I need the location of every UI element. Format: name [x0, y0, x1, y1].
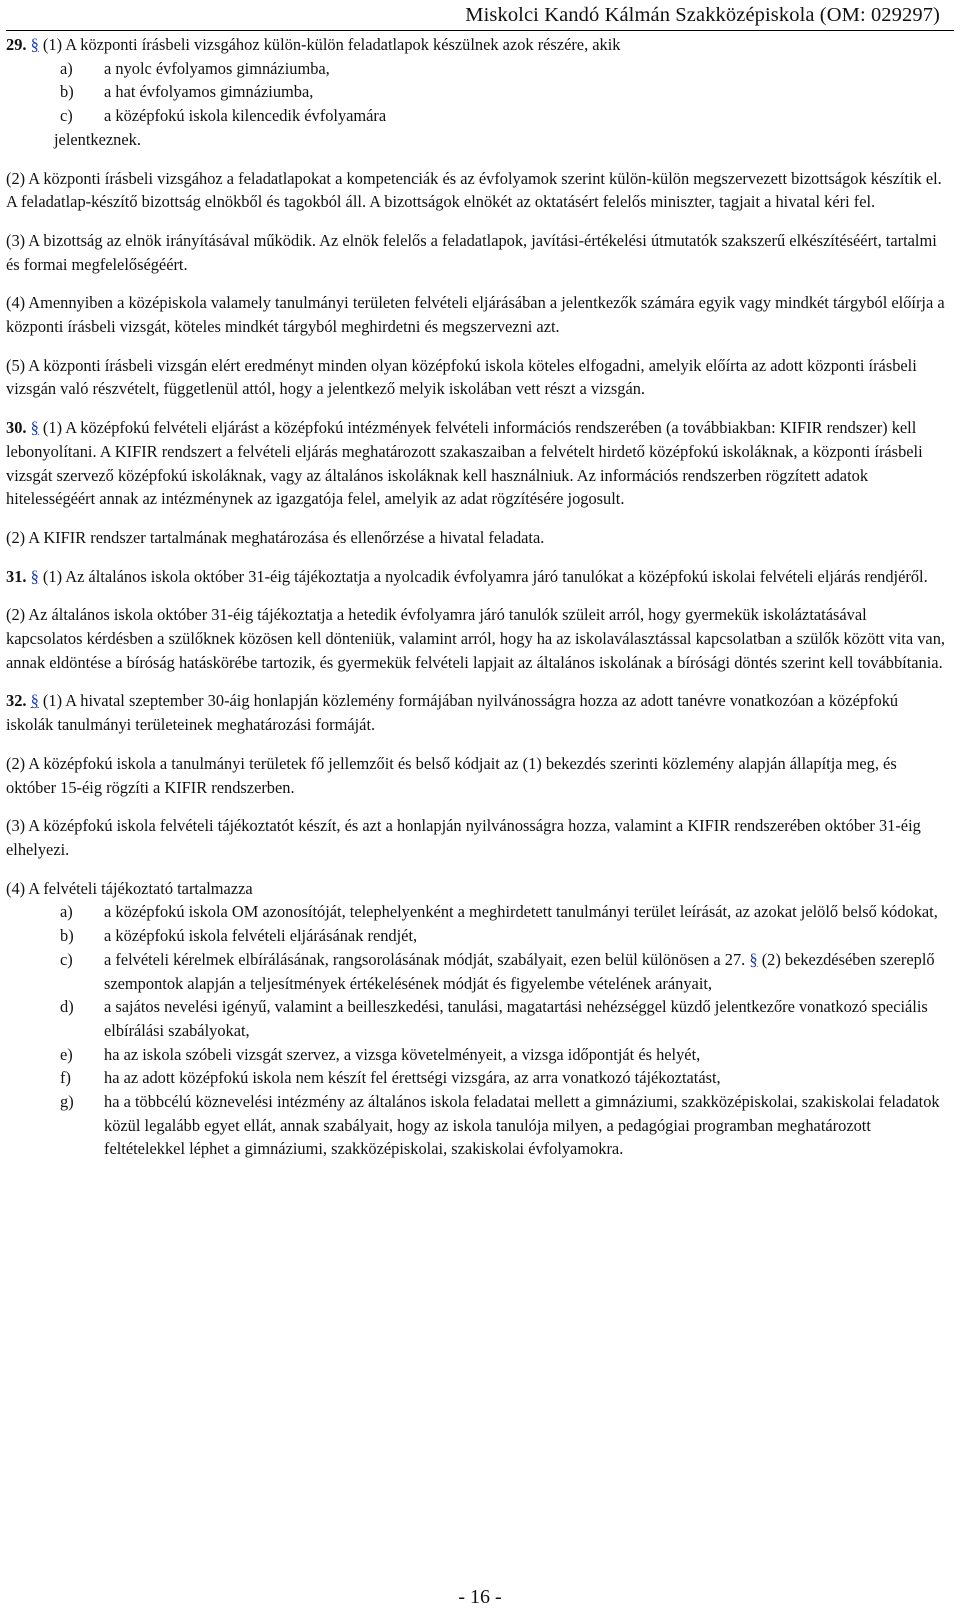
- list-item: [6, 995, 946, 1042]
- list-text: a nyolc évfolyamos gimnáziumba,: [104, 58, 330, 78]
- list-text: ha az iskola szóbeli vizsgát szervez, a vizsga követelményeit, a vizsga időpontját és helyét,: [104, 1044, 701, 1064]
- page-number: - 16 -: [458, 1586, 502, 1608]
- list-label: d): [60, 997, 74, 1017]
- section-link[interactable]: §: [30, 418, 39, 438]
- section-31-paragraph-1: [6, 565, 946, 589]
- section-link[interactable]: §: [30, 566, 39, 586]
- section-number: 32.: [6, 691, 27, 711]
- section-link[interactable]: §: [749, 949, 758, 969]
- list-item: [6, 104, 946, 128]
- section-31-paragraph-2: (2) Az általános iskola október 31-éig tájékoztatja a hetedik évfolyamra járó tanulók szüleit arról, hogy gyermekük iskoláztatásával kapcsolatos kérdésben a szülőknek közösen kell dönteniük, valamint arról, hogy ha az iskolaválasztással kapcsolatban a szülők között vita van, annak eldöntése a bíróság hatáskörébe tartozik, és gyermekük felvételi lapjait az általános iskolának a bírósági döntés szerint kell továbbítania.: [6, 605, 945, 672]
- list-text: ha a többcélú köznevelési intézmény az általános iskola feladatai mellett a gimnáziumi, szakközépiskolai, szakiskolai feladatok közül legalább egyet ellát, annak szabályait, hogy az iskola tanulója milyen, a pedagógiai programban meghatározott feltételekkel léphet a gimnáziumi, szakközépiskolai, szakiskolai évfolyamokra.: [104, 1092, 940, 1159]
- section-32-paragraph-1: [6, 689, 946, 736]
- list-label: b): [60, 926, 74, 946]
- list-item: [6, 924, 946, 948]
- list-item: [6, 1066, 946, 1090]
- list-label: b): [60, 82, 74, 102]
- list-text: a középfokú iskola kilencedik évfolyamára: [104, 106, 387, 126]
- section-number: 30.: [6, 418, 27, 438]
- section-number: 29.: [6, 35, 27, 54]
- list-text: ha az adott középfokú iskola nem készít fel érettségi vizsgára, az arra vonatkozó tájékoztatást,: [104, 1068, 721, 1088]
- list-label: g): [60, 1092, 74, 1112]
- list-item: [6, 900, 946, 924]
- list-label: a): [60, 902, 73, 922]
- paragraph-text: (1) A központi írásbeli vizsgához külön-külön feladatlapok készülnek azok részére, akik: [42, 35, 621, 54]
- section-30-paragraph-2: (2) A KIFIR rendszer tartalmának meghatározása és ellenőrzése a hivatal feladata.: [6, 527, 545, 547]
- paragraph-text: (1) Az általános iskola október 31-éig tájékoztatja a nyolcadik évfolyamra járó tanulókat a középfokú iskolai felvételi eljárás rendjéről.: [42, 566, 928, 586]
- list-text: a felvételi kérelmek elbírálásának, rangsorolásának módját, szabályait, ezen belül különösen a 27.: [104, 949, 746, 969]
- list-text: a középfokú iskola felvételi eljárásának rendjét,: [104, 926, 418, 946]
- section-32-paragraph-3: (3) A középfokú iskola felvételi tájékoztatót készít, és azt a honlapján nyilvánosságra hozza, valamint a KIFIR rendszerében október 31-éig elhelyezi.: [6, 816, 921, 859]
- list-item: [6, 948, 946, 995]
- page-header: Miskolci Kandó Kálmán Szakközépiskola (OM: 029297): [465, 4, 940, 26]
- document-body: [6, 33, 946, 1161]
- list-item: [6, 57, 946, 81]
- section-29-paragraph-1: [6, 33, 946, 57]
- section-32-paragraph-2: (2) A középfokú iskola a tanulmányi területek fő jellemzőit és belső kódjait az (1) bekezdés szerinti közlemény alapján állapítja meg, és október 15-éig rögzíti a KIFIR rendszerben.: [6, 753, 897, 797]
- list-text: a hat évfolyamos gimnáziumba,: [104, 82, 314, 102]
- list-text: a középfokú iskola OM azonosítóját, telephelyenként a meghirdetett tanulmányi terület leírását, az azokat jelölő belső kódokat,: [104, 902, 938, 922]
- header-rule: [6, 30, 954, 31]
- section-number: 31.: [6, 566, 27, 586]
- paragraph-text: (1) A középfokú felvételi eljárást a középfokú intézmények felvételi információs rendszerében (a továbbiakban: KIFIR rendszer) kell lebonyolítani. A KIFIR rendszert a felvételi eljárás meghatározott szakaszaiban a felvételt hirdető középfokú iskoláknak, a központi írásbeli vizsgát szervező középfokú iskoláknak, vagy az általános iskoláknak kell használniuk. Az információs rendszerben rögzített adatok hitelességéért annak az intézménynek az igazgatója felel, amelyik az adat rögzítésére jogosult.: [6, 418, 923, 509]
- section-29-paragraph-5: (5) A központi írásbeli vizsgán elért eredményt minden olyan középfokú iskola köteles elfogadni, amelyik előírta az adott központi írásbeli vizsgán való részvételt, függetlenül attól, hogy a jelentkező melyik iskolában vett részt a vizsgán.: [6, 355, 917, 399]
- list-text: a sajátos nevelési igényű, valamint a beilleszkedési, tanulási, magatartási nehézséggel küzdő jelentkezőre vonatkozó speciális elbírálási szabályokat,: [104, 997, 928, 1040]
- list-label: e): [60, 1044, 73, 1064]
- list-label: f): [60, 1068, 71, 1088]
- paragraph-end: jelentkeznek.: [54, 129, 141, 149]
- section-link[interactable]: §: [30, 691, 39, 711]
- list-text-continued: (2) bekezdésében szereplő szempontok alapján a teljesítmények értékelésének módját és figyelembe vételének arányait,: [104, 949, 935, 993]
- list-item: [6, 1090, 946, 1161]
- list-label: c): [60, 106, 73, 126]
- list-item: [6, 80, 946, 104]
- section-link[interactable]: §: [30, 35, 39, 54]
- list-label: c): [60, 949, 73, 969]
- paragraph-text: (1) A hivatal szeptember 30-áig honlapján közlemény formájában nyilvánosságra hozza az adott tanévre vonatkozóan a középfokú iskolák tanulmányi területeinek meghatározási formáját.: [6, 691, 899, 735]
- list-item: [6, 1043, 946, 1067]
- section-32-paragraph-4-intro: (4) A felvételi tájékoztató tartalmazza: [6, 878, 253, 898]
- section-30-paragraph-1: [6, 416, 946, 511]
- section-29-paragraph-4: (4) Amennyiben a középiskola valamely tanulmányi területen felvételi eljárásában a jelentkezők számára egyik vagy mindkét tárgyból előírja a központi írásbeli vizsgát, köteles mindkét tárgyból meghirdetni és megszervezni azt.: [6, 293, 945, 337]
- section-29-paragraph-2: (2) A központi írásbeli vizsgához a feladatlapokat a kompetenciák és az évfolyamok szerint külön-külön megszervezett bizottságok készítik el. A feladatlap-készítő bizottság elnökből és tagokból áll. A bizottságok elnökét az oktatásért felelős miniszter, tagjait a hivatal kéri fel.: [6, 168, 942, 212]
- list-label: a): [60, 58, 73, 78]
- section-29-paragraph-3: (3) A bizottság az elnök irányításával működik. Az elnök felelős a feladatlapok, javítási-értékelési útmutatók szakszerű elkészítéséért, tartalmi és formai megfelelőségéért.: [6, 230, 937, 274]
